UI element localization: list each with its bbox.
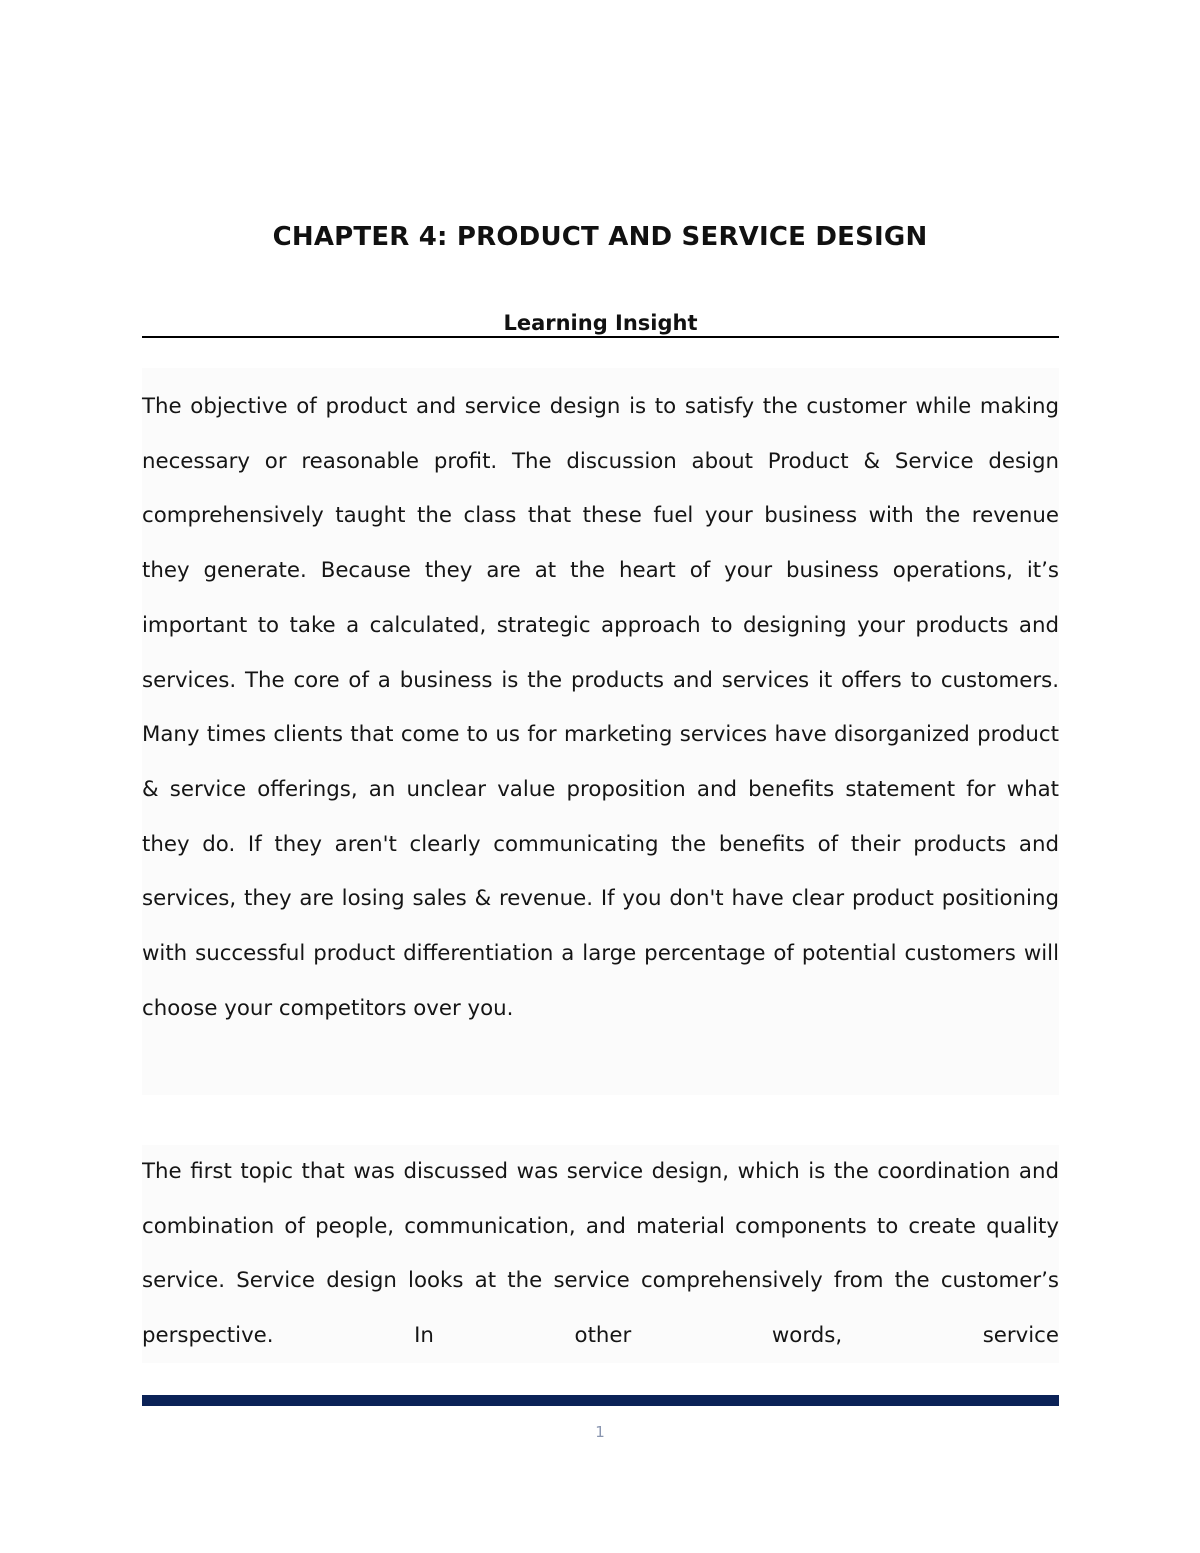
body-paragraph: The objective of product and service design is to satisfy the customer while making necessary or reasonable profit. The discussion about Product & Service design comprehensively taught the class that these fuel your business with the revenue they generate. Because they are at the heart of your business operations, it’s important to take a calculated, strategic approach to designing your products and services. The core of a business is the products and services it offers to customers. Many times clients that come to us for marketing services have disorganized product & service offerings, an unclear value proposition and benefits statement for what they do. If they aren't clearly communicating the benefits of their products and services, they are losing sales & revenue. If you don't have clear product positioning with successful product differentiation a large percentage of potential customers will choose your competitors over you. [142, 394, 1059, 1021]
footer-bar [142, 1395, 1059, 1406]
section-heading: Learning Insight [503, 311, 698, 335]
page-title: CHAPTER 4: PRODUCT AND SERVICE DESIGN [272, 222, 928, 252]
body-paragraph: The first topic that was discussed was service design, which is the coordination and combination of people, communication, and material components to create quality service. Service design looks at the service comprehensively from the customer’s perspective. In other words, service [142, 1159, 1059, 1349]
page-number: 1 [595, 1423, 605, 1441]
heading-underline [142, 336, 1059, 338]
